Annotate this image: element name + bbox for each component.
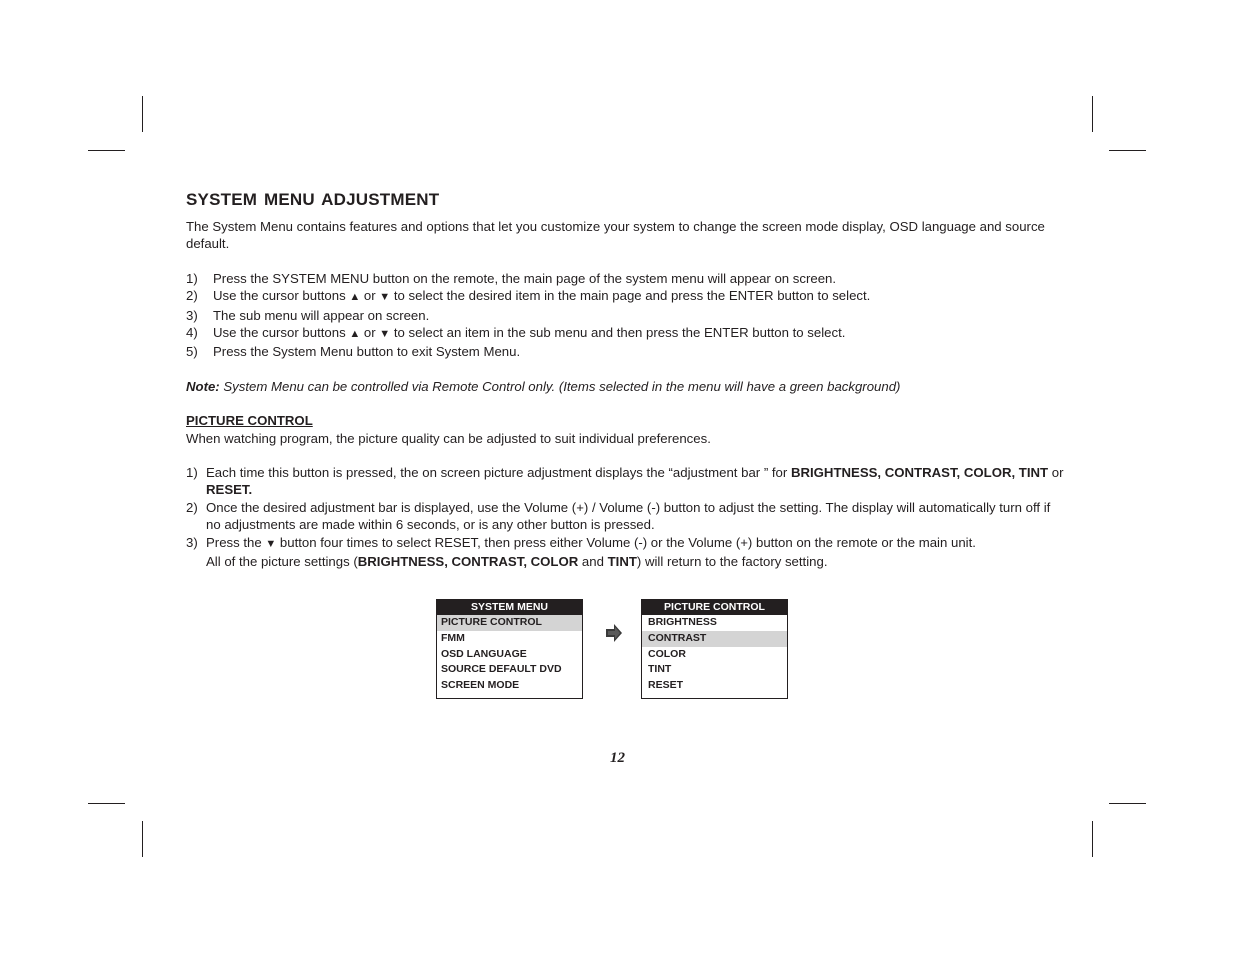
up-triangle-icon: ▲	[349, 328, 361, 341]
menu-title: PICTURE CONTROL	[642, 600, 787, 615]
crop-mark	[88, 803, 125, 804]
crop-mark	[1109, 803, 1146, 804]
list-item: 1) Each time this button is pressed, the on screen picture adjustment displays the “adjustment bar ” for BRIGHTNESS, CONTRAST, COLOR, TINT or RESET.	[186, 465, 1064, 498]
menu-item-reset[interactable]: RESET	[648, 679, 684, 692]
page-number: 12	[610, 750, 625, 766]
picture-control-box	[641, 599, 788, 699]
up-triangle-icon: ▲	[349, 291, 361, 304]
list-item: 4) Use the cursor buttons ▲ or ▼ to select an item in the sub menu and then press the ENTER button to select.	[186, 325, 846, 341]
menu-item-brightness[interactable]: BRIGHTNESS	[648, 616, 717, 628]
crop-mark	[1092, 96, 1093, 132]
down-triangle-icon: ▼	[265, 537, 277, 550]
list-item: 2) Once the desired adjustment bar is displayed, use the Volume (+) / Volume (-) button to adjust the setting. The display will automatically turn off if no adjustments are made within 6 seconds, or is any other button is pressed.	[186, 499, 1051, 533]
menu-item-screen-mode[interactable]: SCREEN MODE	[441, 679, 520, 692]
list-item: 3) The sub menu will appear on screen.	[186, 307, 430, 323]
crop-mark	[1092, 821, 1093, 857]
crop-mark	[142, 821, 143, 857]
system-menu-steps	[186, 270, 1066, 361]
down-triangle-icon: ▼	[379, 291, 391, 304]
menu-title: SYSTEM MENU	[437, 600, 582, 615]
list-item: 5) Press the System Menu button to exit System Menu.	[186, 344, 521, 360]
menu-item-color[interactable]: COLOR	[648, 647, 686, 660]
picture-control-heading: PICTURE CONTROL	[186, 413, 313, 429]
menu-item-osd-language[interactable]: OSD LANGUAGE	[441, 647, 527, 660]
list-item: 3) Press the ▼ button four times to select RESET, then press either Volume (-) or the Volume (+) button on the remote or the main unit. All of the picture settings (BRIGHTNESS, CONTRAST, COLOR and TINT) will return to the factory setting.	[186, 534, 976, 570]
page-content	[186, 190, 1066, 571]
menu-item-picture-control[interactable]: PICTURE CONTROL	[437, 615, 582, 631]
menu-item-contrast[interactable]: CONTRAST	[642, 631, 787, 647]
list-item: 1) Press the SYSTEM MENU button on the remote, the main page of the system menu will appear on screen.	[186, 270, 837, 286]
crop-mark	[1109, 150, 1146, 151]
right-arrow-icon	[606, 624, 622, 642]
note-paragraph	[186, 378, 1066, 395]
note-label: Note:	[186, 378, 220, 394]
list-item: 2) Use the cursor buttons ▲ or ▼ to select the desired item in the main page and press the ENTER button to select.	[186, 288, 871, 304]
crop-mark	[142, 96, 143, 132]
note-text: System Menu can be controlled via Remote Control only. (Items selected in the menu will have a green background)	[219, 378, 901, 394]
down-triangle-icon: ▼	[379, 328, 391, 341]
system-menu-box	[436, 599, 583, 699]
picture-control-steps	[186, 464, 1066, 570]
menu-item-tint[interactable]: TINT	[648, 663, 672, 676]
crop-mark	[88, 150, 125, 151]
intro-paragraph: The System Menu contains features and options that let you customize your system to change the screen mode display, OSD language and source default.	[186, 219, 1045, 252]
page-title: SYSTEM MENU ADJUSTMENT	[186, 190, 440, 209]
picture-control-intro: When watching program, the picture quality can be adjusted to suit individual preferences.	[186, 430, 711, 446]
menu-item-fmm[interactable]: FMM	[441, 631, 465, 644]
menu-item-source-default[interactable]: SOURCE DEFAULT DVD	[441, 663, 562, 676]
